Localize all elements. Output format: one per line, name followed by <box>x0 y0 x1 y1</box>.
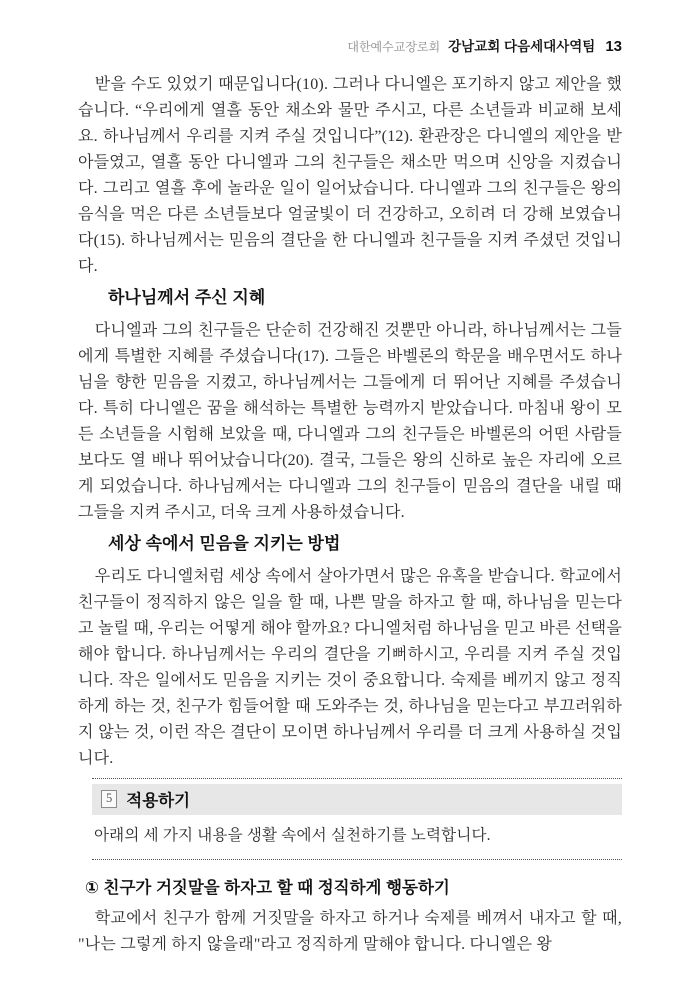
section-heading-keeping-faith: 세상 속에서 믿음을 지키는 방법 <box>108 534 341 553</box>
section-heading-wisdom: 하나님께서 주신 지혜 <box>108 288 266 307</box>
church-team-label: 강남교회 다음세대사역팀 <box>448 39 596 54</box>
apply-section-titlebar <box>92 784 622 815</box>
section-body-wisdom: 다니엘과 그의 친구들은 단순히 건강해진 것뿐만 아니라, 하나님께서는 그들에게 특별한 지혜를 주셨습니다(17). 그들은 바벨론의 학문을 배우면서도 하나님을 향한 믿음을 지켰고, 하나님께서는 그들에게 더 뛰어난 지혜를 주셨습니다. 특히 다니엘은 꿈을 해석하는 특별한 능력까지 받았습니다. 마침내 왕이 모든 소년들을 시험해 보았을 때, 다니엘과 그의 친구들은 바벨론의 어떤 사람들보다도 열 배나 뛰어났습니다(20). 결국, 그들은 왕의 신하로 높은 자리에 오르게 되었습니다. 하나님께서는 다니엘과 그의 친구들이 믿음의 결단을 내릴 때 그들을 지켜 주시고, 더욱 크게 사용하셨습니다. <box>78 322 622 521</box>
apply-section-title: 적용하기 <box>126 792 191 810</box>
apply-section-number-badge: 5 <box>101 790 117 808</box>
application-item-1-heading: ① 친구가 거짓말을 하자고 할 때 정직하게 행동하기 <box>85 879 450 897</box>
apply-section-box <box>92 778 622 860</box>
denomination-label: 대한예수교장로회 <box>347 40 441 54</box>
intro-paragraph: 받을 수도 있었기 때문입니다(10). 그러나 다니엘은 포기하지 않고 제안을 했습니다. “우리에게 열흘 동안 채소와 물만 주시고, 다른 소년들과 비교해 보세요. 하나님께서 우리를 지켜 주실 것입니다”(12). 환관장은 다니엘의 제안을 받아들였고, 열흘 동안 다니엘과 그의 친구들은 채소만 먹으며 신앙을 지켰습니다. 그리고 열흘 후에 놀라운 일이 일어났습니다. 다니엘과 그의 친구들은 왕의 음식을 먹은 다른 소년들보다 얼굴빛이 더 건강하고, 오히려 더 강해 보였습니다(15). 하나님께서는 믿음의 결단을 한 다니엘과 친구들을 지켜 주셨던 것입니다. <box>78 76 622 275</box>
page-header <box>78 38 622 56</box>
section-body-keeping-faith: 우리도 다니엘처럼 세상 속에서 살아가면서 많은 유혹을 받습니다. 학교에서 친구들이 정직하지 않은 일을 할 때, 나쁜 말을 하자고 할 때, 하나님을 믿는다고 놀릴 때, 우리는 어떻게 해야 할까요? 다니엘처럼 하나님을 믿고 바른 선택을 해야 합니다. 하나님께서는 우리의 결단을 기뻐하시고, 우리를 지켜 주실 것입니다. 작은 일에서도 믿음을 지키는 것이 중요합니다. 숙제를 베끼지 않고 정직하게 하는 것, 친구가 힘들어할 때 도와주는 것, 하나님을 믿는다고 부끄러워하지 않는 것, 이런 작은 결단이 모이면 하나님께서 우리를 더 크게 사용하실 것입니다. <box>78 568 622 767</box>
page-number: 13 <box>605 38 622 55</box>
application-item-1-body: 학교에서 친구가 함께 거짓말을 하자고 하거나 숙제를 베껴서 내자고 할 때, "나는 그렇게 하지 않을래"라고 정직하게 말해야 합니다. 다니엘은 왕 <box>78 910 622 953</box>
apply-section-description: 아래의 세 가지 내용을 생활 속에서 실천하기를 노력합니다. <box>94 827 491 844</box>
